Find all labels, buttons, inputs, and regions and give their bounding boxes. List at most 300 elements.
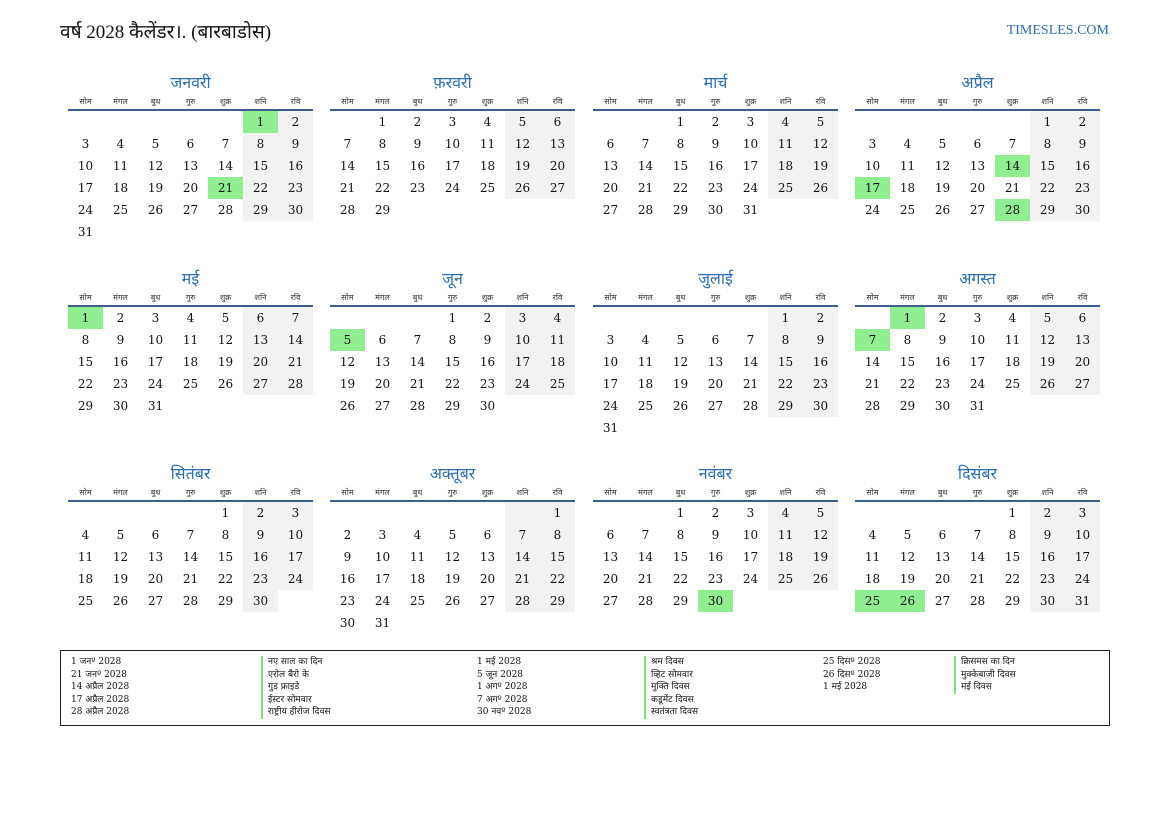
day-cell[interactable]: 29 (768, 395, 803, 417)
day-cell[interactable]: 8 (378, 137, 387, 151)
day-cell[interactable]: 26 (803, 177, 838, 199)
day-cell[interactable]: 10 (1065, 524, 1100, 546)
day-cell[interactable]: 20 (182, 181, 199, 195)
day-cell[interactable]: 22 (1004, 572, 1021, 586)
day-cell[interactable]: 8 (903, 333, 912, 347)
day-cell[interactable]: 7 (413, 333, 422, 347)
holiday-day-cell[interactable]: 28 (995, 199, 1030, 221)
day-cell[interactable]: 23 (803, 373, 838, 395)
day-cell[interactable]: 3 (746, 506, 755, 520)
holiday-day-cell[interactable]: 26 (890, 590, 925, 612)
day-cell[interactable]: 31 (602, 421, 619, 435)
day-cell[interactable]: 2 (1065, 111, 1100, 133)
day-cell[interactable]: 26 (147, 203, 164, 217)
day-cell[interactable]: 2 (711, 115, 720, 129)
day-cell[interactable]: 3 (378, 528, 387, 542)
day-cell[interactable]: 15 (672, 159, 689, 173)
day-cell[interactable]: 14 (864, 355, 881, 369)
day-cell[interactable]: 1 (676, 115, 685, 129)
day-cell[interactable]: 26 (112, 594, 129, 608)
day-cell[interactable]: 27 (602, 594, 619, 608)
day-cell[interactable]: 30 (479, 399, 496, 413)
day-cell[interactable]: 3 (151, 311, 160, 325)
day-cell[interactable]: 6 (938, 528, 947, 542)
day-cell[interactable]: 15 (1030, 155, 1065, 177)
day-cell[interactable]: 16 (339, 572, 356, 586)
day-cell[interactable]: 24 (1065, 568, 1100, 590)
day-cell[interactable]: 1 (540, 502, 575, 524)
day-cell[interactable]: 29 (899, 399, 916, 413)
day-cell[interactable]: 20 (1065, 351, 1100, 373)
day-cell[interactable]: 18 (1004, 355, 1021, 369)
day-cell[interactable]: 22 (672, 572, 689, 586)
day-cell[interactable]: 6 (378, 333, 387, 347)
day-cell[interactable]: 26 (505, 177, 540, 199)
day-cell[interactable]: 20 (147, 572, 164, 586)
day-cell[interactable]: 8 (243, 133, 278, 155)
day-cell[interactable]: 25 (479, 181, 496, 195)
day-cell[interactable]: 28 (969, 594, 986, 608)
day-cell[interactable]: 2 (413, 115, 422, 129)
day-cell[interactable]: 7 (221, 137, 230, 151)
day-cell[interactable]: 1 (1030, 111, 1065, 133)
day-cell[interactable]: 19 (803, 155, 838, 177)
day-cell[interactable]: 13 (602, 159, 619, 173)
day-cell[interactable]: 9 (1030, 524, 1065, 546)
day-cell[interactable]: 31 (147, 399, 164, 413)
day-cell[interactable]: 11 (637, 355, 654, 369)
day-cell[interactable]: 21 (278, 351, 313, 373)
day-cell[interactable]: 14 (217, 159, 234, 173)
day-cell[interactable]: 16 (1030, 546, 1065, 568)
day-cell[interactable]: 20 (602, 572, 619, 586)
day-cell[interactable]: 23 (479, 377, 496, 391)
day-cell[interactable]: 12 (444, 550, 461, 564)
day-cell[interactable]: 10 (742, 137, 759, 151)
day-cell[interactable]: 29 (672, 203, 689, 217)
day-cell[interactable]: 23 (707, 181, 724, 195)
day-cell[interactable]: 14 (505, 546, 540, 568)
day-cell[interactable]: 8 (81, 333, 90, 347)
holiday-day-cell[interactable]: 25 (855, 590, 890, 612)
day-cell[interactable]: 14 (637, 550, 654, 564)
day-cell[interactable]: 17 (444, 159, 461, 173)
day-cell[interactable]: 12 (147, 159, 164, 173)
day-cell[interactable]: 29 (217, 594, 234, 608)
day-cell[interactable]: 16 (707, 550, 724, 564)
day-cell[interactable]: 14 (339, 159, 356, 173)
day-cell[interactable]: 23 (707, 572, 724, 586)
day-cell[interactable]: 22 (77, 377, 94, 391)
day-cell[interactable]: 10 (602, 355, 619, 369)
day-cell[interactable]: 15 (243, 155, 278, 177)
day-cell[interactable]: 8 (676, 137, 685, 151)
day-cell[interactable]: 20 (602, 181, 619, 195)
day-cell[interactable]: 19 (899, 572, 916, 586)
day-cell[interactable]: 15 (374, 159, 391, 173)
day-cell[interactable]: 19 (339, 377, 356, 391)
day-cell[interactable]: 15 (672, 550, 689, 564)
day-cell[interactable]: 27 (969, 203, 986, 217)
day-cell[interactable]: 19 (672, 377, 689, 391)
day-cell[interactable]: 7 (186, 528, 195, 542)
day-cell[interactable]: 21 (637, 181, 654, 195)
day-cell[interactable]: 21 (409, 377, 426, 391)
holiday-day-cell[interactable]: 7 (855, 329, 890, 351)
day-cell[interactable]: 25 (540, 373, 575, 395)
day-cell[interactable]: 23 (409, 181, 426, 195)
day-cell[interactable]: 8 (1030, 133, 1065, 155)
day-cell[interactable]: 21 (505, 568, 540, 590)
day-cell[interactable]: 13 (1065, 329, 1100, 351)
day-cell[interactable]: 1 (448, 311, 457, 325)
day-cell[interactable]: 18 (540, 351, 575, 373)
day-cell[interactable]: 26 (339, 399, 356, 413)
day-cell[interactable]: 18 (864, 572, 881, 586)
day-cell[interactable]: 10 (864, 159, 881, 173)
day-cell[interactable]: 24 (374, 594, 391, 608)
day-cell[interactable]: 20 (479, 572, 496, 586)
day-cell[interactable]: 25 (768, 568, 803, 590)
holiday-day-cell[interactable]: 1 (890, 307, 925, 329)
day-cell[interactable]: 30 (243, 590, 278, 612)
day-cell[interactable]: 7 (746, 333, 755, 347)
day-cell[interactable]: 20 (934, 572, 951, 586)
day-cell[interactable]: 25 (768, 177, 803, 199)
day-cell[interactable]: 27 (934, 594, 951, 608)
day-cell[interactable]: 19 (1030, 351, 1065, 373)
day-cell[interactable]: 17 (602, 377, 619, 391)
day-cell[interactable]: 4 (641, 333, 650, 347)
day-cell[interactable]: 16 (803, 351, 838, 373)
holiday-day-cell[interactable]: 21 (208, 177, 243, 199)
day-cell[interactable]: 15 (1004, 550, 1021, 564)
day-cell[interactable]: 7 (343, 137, 352, 151)
day-cell[interactable]: 16 (243, 546, 278, 568)
day-cell[interactable]: 18 (899, 181, 916, 195)
day-cell[interactable]: 24 (147, 377, 164, 391)
day-cell[interactable]: 21 (1004, 181, 1021, 195)
day-cell[interactable]: 23 (243, 568, 278, 590)
day-cell[interactable]: 5 (676, 333, 685, 347)
day-cell[interactable]: 24 (864, 203, 881, 217)
day-cell[interactable]: 13 (969, 159, 986, 173)
day-cell[interactable]: 14 (742, 355, 759, 369)
day-cell[interactable]: 9 (1065, 133, 1100, 155)
day-cell[interactable]: 18 (112, 181, 129, 195)
day-cell[interactable]: 30 (112, 399, 129, 413)
day-cell[interactable]: 31 (77, 225, 94, 239)
day-cell[interactable]: 10 (742, 528, 759, 542)
day-cell[interactable]: 24 (602, 399, 619, 413)
site-link[interactable]: TIMESLES.COM (1006, 23, 1109, 38)
day-cell[interactable]: 15 (540, 546, 575, 568)
day-cell[interactable]: 4 (540, 307, 575, 329)
day-cell[interactable]: 18 (637, 377, 654, 391)
day-cell[interactable]: 17 (374, 572, 391, 586)
day-cell[interactable]: 19 (444, 572, 461, 586)
day-cell[interactable]: 6 (606, 137, 615, 151)
holiday-day-cell[interactable]: 5 (330, 329, 365, 351)
day-cell[interactable]: 5 (116, 528, 125, 542)
day-cell[interactable]: 19 (147, 181, 164, 195)
day-cell[interactable]: 4 (483, 115, 492, 129)
day-cell[interactable]: 18 (77, 572, 94, 586)
day-cell[interactable]: 16 (112, 355, 129, 369)
day-cell[interactable]: 8 (768, 329, 803, 351)
day-cell[interactable]: 24 (969, 377, 986, 391)
day-cell[interactable]: 10 (444, 137, 461, 151)
day-cell[interactable]: 13 (602, 550, 619, 564)
day-cell[interactable]: 18 (479, 159, 496, 173)
day-cell[interactable]: 16 (479, 355, 496, 369)
day-cell[interactable]: 3 (606, 333, 615, 347)
day-cell[interactable]: 23 (1065, 177, 1100, 199)
day-cell[interactable]: 29 (374, 203, 391, 217)
day-cell[interactable]: 5 (151, 137, 160, 151)
day-cell[interactable]: 27 (182, 203, 199, 217)
day-cell[interactable]: 23 (278, 177, 313, 199)
day-cell[interactable]: 26 (444, 594, 461, 608)
day-cell[interactable]: 24 (742, 572, 759, 586)
day-cell[interactable]: 9 (343, 550, 352, 564)
day-cell[interactable]: 28 (742, 399, 759, 413)
day-cell[interactable]: 2 (278, 111, 313, 133)
day-cell[interactable]: 5 (221, 311, 230, 325)
day-cell[interactable]: 30 (803, 395, 838, 417)
day-cell[interactable]: 13 (243, 329, 278, 351)
day-cell[interactable]: 9 (803, 329, 838, 351)
day-cell[interactable]: 21 (339, 181, 356, 195)
day-cell[interactable]: 24 (77, 203, 94, 217)
day-cell[interactable]: 12 (505, 133, 540, 155)
day-cell[interactable]: 28 (339, 203, 356, 217)
day-cell[interactable]: 30 (339, 616, 356, 630)
day-cell[interactable]: 2 (1030, 502, 1065, 524)
day-cell[interactable]: 7 (278, 307, 313, 329)
day-cell[interactable]: 12 (803, 133, 838, 155)
day-cell[interactable]: 28 (217, 203, 234, 217)
day-cell[interactable]: 11 (77, 550, 94, 564)
day-cell[interactable]: 2 (343, 528, 352, 542)
day-cell[interactable]: 28 (637, 203, 654, 217)
day-cell[interactable]: 13 (374, 355, 391, 369)
day-cell[interactable]: 3 (81, 137, 90, 151)
day-cell[interactable]: 6 (186, 137, 195, 151)
day-cell[interactable]: 14 (409, 355, 426, 369)
day-cell[interactable]: 9 (938, 333, 947, 347)
day-cell[interactable]: 28 (864, 399, 881, 413)
day-cell[interactable]: 29 (1004, 594, 1021, 608)
day-cell[interactable]: 17 (505, 351, 540, 373)
day-cell[interactable]: 16 (409, 159, 426, 173)
day-cell[interactable]: 18 (768, 155, 803, 177)
day-cell[interactable]: 19 (934, 181, 951, 195)
day-cell[interactable]: 17 (742, 550, 759, 564)
day-cell[interactable]: 4 (81, 528, 90, 542)
day-cell[interactable]: 6 (151, 528, 160, 542)
day-cell[interactable]: 4 (768, 502, 803, 524)
day-cell[interactable]: 26 (934, 203, 951, 217)
day-cell[interactable]: 24 (505, 373, 540, 395)
day-cell[interactable]: 4 (413, 528, 422, 542)
day-cell[interactable]: 22 (899, 377, 916, 391)
day-cell[interactable]: 5 (448, 528, 457, 542)
day-cell[interactable]: 12 (112, 550, 129, 564)
day-cell[interactable]: 20 (374, 377, 391, 391)
day-cell[interactable]: 6 (973, 137, 982, 151)
day-cell[interactable]: 3 (1065, 502, 1100, 524)
day-cell[interactable]: 28 (637, 594, 654, 608)
day-cell[interactable]: 27 (243, 373, 278, 395)
day-cell[interactable]: 6 (243, 307, 278, 329)
day-cell[interactable]: 10 (374, 550, 391, 564)
day-cell[interactable]: 12 (899, 550, 916, 564)
day-cell[interactable]: 1 (768, 307, 803, 329)
day-cell[interactable]: 23 (339, 594, 356, 608)
day-cell[interactable]: 5 (938, 137, 947, 151)
day-cell[interactable]: 13 (479, 550, 496, 564)
day-cell[interactable]: 28 (182, 594, 199, 608)
day-cell[interactable]: 19 (112, 572, 129, 586)
day-cell[interactable]: 16 (278, 155, 313, 177)
day-cell[interactable]: 11 (540, 329, 575, 351)
day-cell[interactable]: 11 (182, 333, 199, 347)
day-cell[interactable]: 21 (969, 572, 986, 586)
day-cell[interactable]: 27 (540, 177, 575, 199)
day-cell[interactable]: 10 (147, 333, 164, 347)
day-cell[interactable]: 3 (973, 311, 982, 325)
day-cell[interactable]: 13 (540, 133, 575, 155)
day-cell[interactable]: 4 (116, 137, 125, 151)
day-cell[interactable]: 29 (444, 399, 461, 413)
day-cell[interactable]: 2 (483, 311, 492, 325)
day-cell[interactable]: 4 (903, 137, 912, 151)
day-cell[interactable]: 12 (934, 159, 951, 173)
day-cell[interactable]: 10 (278, 524, 313, 546)
day-cell[interactable]: 3 (278, 502, 313, 524)
day-cell[interactable]: 31 (374, 616, 391, 630)
day-cell[interactable]: 21 (864, 377, 881, 391)
day-cell[interactable]: 11 (864, 550, 881, 564)
day-cell[interactable]: 24 (742, 181, 759, 195)
day-cell[interactable]: 11 (768, 133, 803, 155)
day-cell[interactable]: 4 (868, 528, 877, 542)
day-cell[interactable]: 9 (116, 333, 125, 347)
day-cell[interactable]: 27 (147, 594, 164, 608)
holiday-day-cell[interactable]: 14 (995, 155, 1030, 177)
day-cell[interactable]: 15 (217, 550, 234, 564)
day-cell[interactable]: 1 (221, 506, 230, 520)
holiday-day-cell[interactable]: 1 (243, 111, 278, 133)
day-cell[interactable]: 26 (803, 568, 838, 590)
day-cell[interactable]: 5 (505, 111, 540, 133)
day-cell[interactable]: 11 (768, 524, 803, 546)
day-cell[interactable]: 14 (637, 159, 654, 173)
day-cell[interactable]: 8 (676, 528, 685, 542)
day-cell[interactable]: 22 (1030, 177, 1065, 199)
day-cell[interactable]: 22 (540, 568, 575, 590)
day-cell[interactable]: 15 (899, 355, 916, 369)
day-cell[interactable]: 30 (707, 203, 724, 217)
day-cell[interactable]: 25 (1004, 377, 1021, 391)
day-cell[interactable]: 2 (803, 307, 838, 329)
day-cell[interactable]: 28 (278, 373, 313, 395)
day-cell[interactable]: 7 (641, 528, 650, 542)
day-cell[interactable]: 25 (182, 377, 199, 391)
day-cell[interactable]: 7 (641, 137, 650, 151)
day-cell[interactable]: 9 (278, 133, 313, 155)
holiday-day-cell[interactable]: 17 (855, 177, 890, 199)
day-cell[interactable]: 1 (378, 115, 387, 129)
day-cell[interactable]: 13 (934, 550, 951, 564)
day-cell[interactable]: 12 (1030, 329, 1065, 351)
day-cell[interactable]: 6 (483, 528, 492, 542)
day-cell[interactable]: 27 (602, 203, 619, 217)
day-cell[interactable]: 8 (1008, 528, 1017, 542)
day-cell[interactable]: 29 (1030, 199, 1065, 221)
day-cell[interactable]: 23 (934, 377, 951, 391)
day-cell[interactable]: 15 (77, 355, 94, 369)
day-cell[interactable]: 12 (803, 524, 838, 546)
day-cell[interactable]: 11 (899, 159, 916, 173)
day-cell[interactable]: 1 (1008, 506, 1017, 520)
day-cell[interactable]: 17 (742, 159, 759, 173)
day-cell[interactable]: 27 (374, 399, 391, 413)
day-cell[interactable]: 22 (217, 572, 234, 586)
day-cell[interactable]: 3 (868, 137, 877, 151)
day-cell[interactable]: 31 (742, 203, 759, 217)
day-cell[interactable]: 26 (1030, 373, 1065, 395)
day-cell[interactable]: 11 (1004, 333, 1021, 347)
day-cell[interactable]: 12 (217, 333, 234, 347)
day-cell[interactable]: 3 (448, 115, 457, 129)
day-cell[interactable]: 9 (711, 137, 720, 151)
holiday-day-cell[interactable]: 30 (698, 590, 733, 612)
day-cell[interactable]: 13 (707, 355, 724, 369)
day-cell[interactable]: 12 (672, 355, 689, 369)
day-cell[interactable]: 21 (637, 572, 654, 586)
day-cell[interactable]: 21 (182, 572, 199, 586)
day-cell[interactable]: 26 (217, 377, 234, 391)
day-cell[interactable]: 22 (672, 181, 689, 195)
day-cell[interactable]: 25 (77, 594, 94, 608)
day-cell[interactable]: 2 (938, 311, 947, 325)
day-cell[interactable]: 22 (768, 373, 803, 395)
day-cell[interactable]: 25 (899, 203, 916, 217)
day-cell[interactable]: 9 (483, 333, 492, 347)
day-cell[interactable]: 31 (969, 399, 986, 413)
day-cell[interactable]: 11 (112, 159, 129, 173)
day-cell[interactable]: 23 (1030, 568, 1065, 590)
day-cell[interactable]: 8 (448, 333, 457, 347)
day-cell[interactable]: 9 (711, 528, 720, 542)
day-cell[interactable]: 28 (409, 399, 426, 413)
day-cell[interactable]: 16 (707, 159, 724, 173)
day-cell[interactable]: 15 (768, 351, 803, 373)
day-cell[interactable]: 4 (1008, 311, 1017, 325)
day-cell[interactable]: 29 (77, 399, 94, 413)
day-cell[interactable]: 14 (278, 329, 313, 351)
day-cell[interactable]: 6 (1065, 307, 1100, 329)
day-cell[interactable]: 29 (540, 590, 575, 612)
day-cell[interactable]: 31 (1065, 590, 1100, 612)
day-cell[interactable]: 6 (606, 528, 615, 542)
day-cell[interactable]: 4 (186, 311, 195, 325)
day-cell[interactable]: 24 (278, 568, 313, 590)
day-cell[interactable]: 22 (374, 181, 391, 195)
day-cell[interactable]: 3 (746, 115, 755, 129)
